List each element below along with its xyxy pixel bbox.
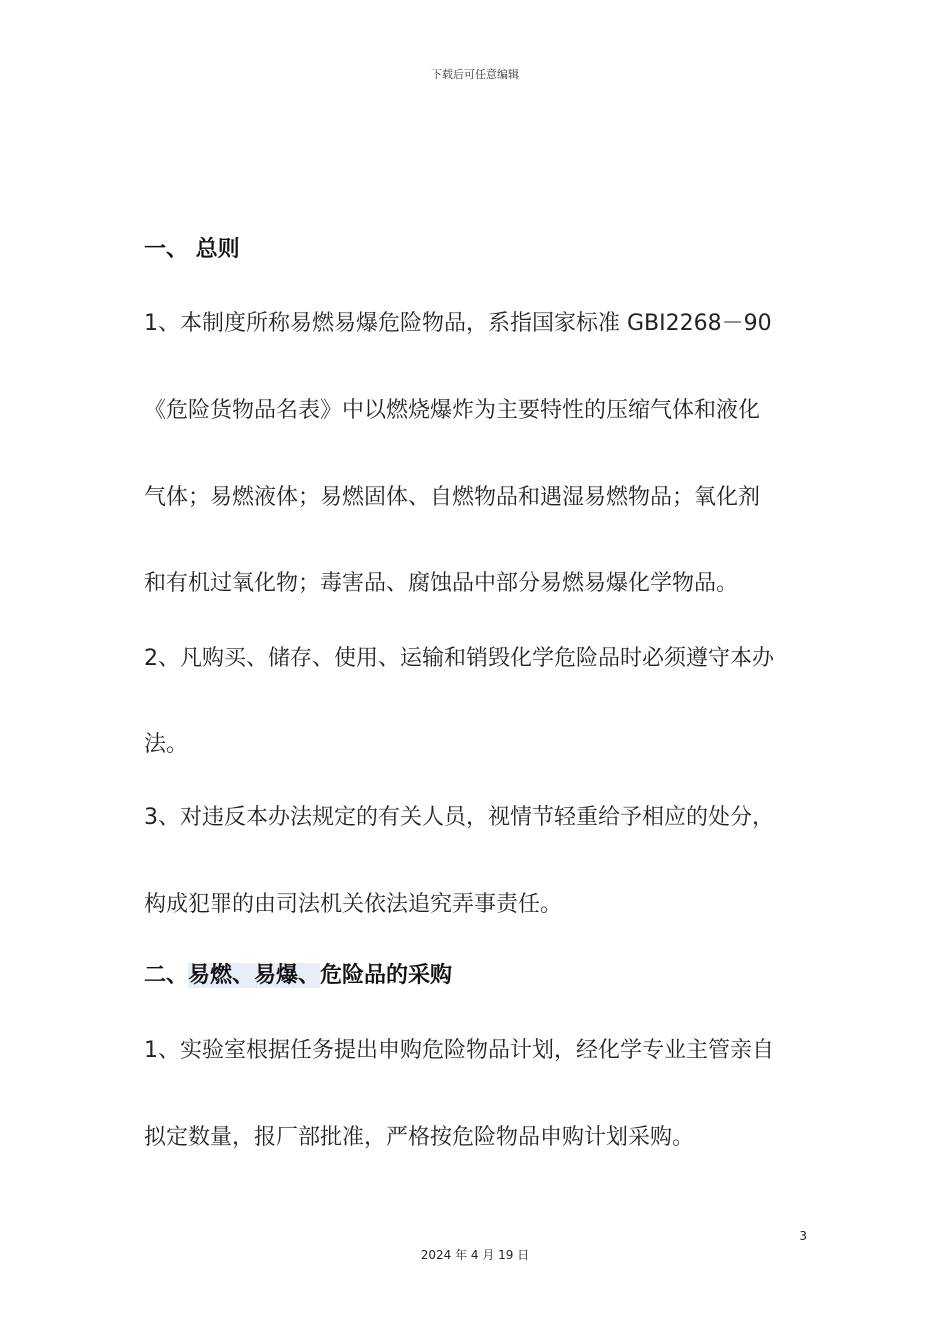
- section-heading-general: 一、 总则: [144, 237, 240, 262]
- heading-highlighted-text: 易燃、易爆、: [188, 963, 321, 988]
- text-line: 构成犯罪的由司法机关依法追究弄事责任。: [144, 892, 563, 917]
- text-line: 3、对违反本办法规定的有关人员，视情节轻重给予相应的处分，: [144, 805, 774, 830]
- text-line: 气体；易燃液体；易燃固体、自燃物品和遇湿易燃物品；氧化剂: [144, 485, 761, 510]
- text-line: 1、实验室根据任务提出申购危险物品计划，经化学专业主管亲自: [144, 1038, 774, 1063]
- heading-prefix: 二、: [144, 963, 189, 988]
- text-line: 《危险货物品名表》中以燃烧爆炸为主要特性的压缩气体和液化: [144, 398, 761, 423]
- section-heading-procurement: [144, 961, 452, 991]
- header-note: 下载后可任意编辑: [431, 68, 519, 81]
- text-line: 法。: [144, 732, 189, 757]
- text-line: 和有机过氧化物；毒害品、腐蚀品中部分易燃易爆化学物品。: [144, 571, 739, 596]
- heading-rest: 危险品的采购: [320, 963, 453, 988]
- text-line: 2、凡购买、储存、使用、运输和销毁化学危险品时必须遵守本办: [144, 646, 774, 671]
- footer-date: 2024 年 4 月 19 日: [420, 1248, 530, 1262]
- page-number: 3: [799, 1229, 807, 1243]
- text-line: 拟定数量，报厂部批准，严格按危险物品申购计划采购。: [144, 1125, 695, 1150]
- text-line: 1、本制度所称易燃易爆危险物品，系指国家标准 GBI2268－90: [144, 311, 772, 336]
